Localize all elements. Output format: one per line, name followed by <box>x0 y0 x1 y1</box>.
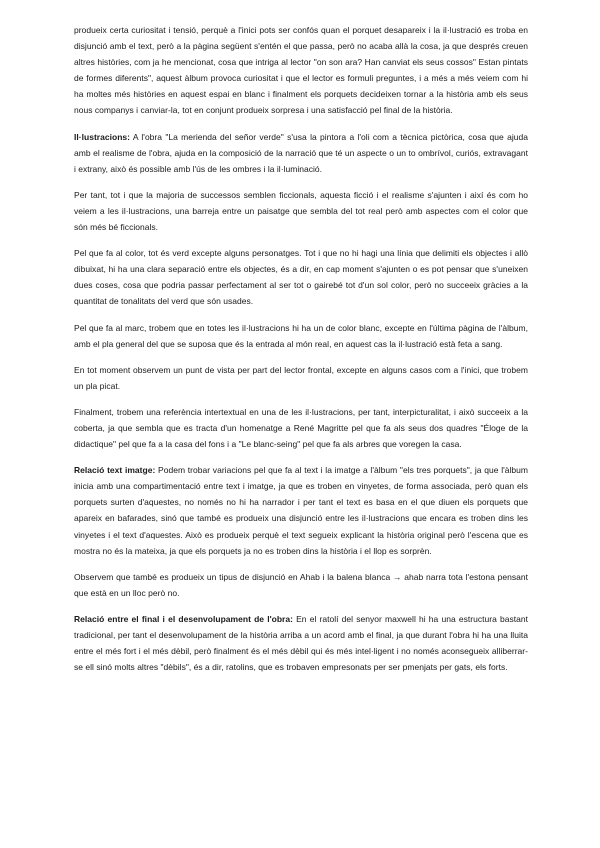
paragraph-punt-de-vista <box>74 362 528 394</box>
paragraph-relacio-final <box>74 611 528 675</box>
paragraph-color <box>74 245 528 309</box>
paragraph-intertextual <box>74 404 528 452</box>
paragraph-3 <box>74 187 528 235</box>
paragraph-text: produeix certa curiositat i tensió, perquè a l'inici pots ser confós quan el porquet desapareix i la il·lustració es troba en disjunció amb el text, però a la pàgina següent s'entén el que passa, però no acaba allà la cosa, ja que després creuen altres històries, com ja he mencionat, cosa que intriga al lector "on son ara? Han canviat els seus cossos" Estan pintats de formes diferents", aquest àlbum provoca curiositat i que el lector es formuli preguntes, i a més a més veiem com hi ha moltes més històries en aquest espai en blanc i finalment els porquets decideixen tornar a la història amb els seus nous companys i canviar-la, tot en conjunt produeix sorpresa i una satisfacció pel final de la història. <box>74 25 528 116</box>
paragraph-text: Observem que també es produeix un tipus de disjunció en Ahab i la balena blanca → ahab narra tota l'estona pensant que està en un lloc però no. <box>74 571 528 598</box>
paragraph-marc <box>74 320 528 352</box>
paragraph-text: Per tant, tot i que la majoria de successos semblen ficcionals, aquesta ficció i el realisme s'ajunten i així és com ho veiem a les il·lustracions, una barreja entre un paisatge que sembla del tot real però amb aspectes com el color que són més bé ficcionals. <box>74 189 528 233</box>
paragraph-ahab <box>74 569 528 601</box>
paragraph-relacio-text-imatge <box>74 462 528 559</box>
paragraph-text: Pel que fa al marc, trobem que en totes les il·lustracions hi ha un de color blanc, excepte en l'última pàgina de l'àlbum, amb el pla general del que se suposa que és la entrada al món real, en aquest cas la il·lustració està feta a sang. <box>74 322 528 349</box>
paragraph-text: Podem trobar variacions pel que fa al text i la imatge a l'àlbum "els tres porquets", ja que l'àlbum inicia amb una compartimentació entre text i imatge, ja que es troben en vinyetes, de forma associada, però quan els porquets surten d'aquestes, no només no hi ha narrador i per tant el text es basa en el que diuen els porquets que apareix en bafarades, sinó que també es produeix una disjunció entre les il·lustracions que encara es troben dins les vinyetes i el text d'aquestes. Això es produeix perquè el text segueix explicant la història original però l'escena que es mostra no és la mateixa, ja que els porquets ja no es troben dins la història i el llop es sorprèn. <box>74 465 528 556</box>
paragraph-illustracions <box>74 129 528 177</box>
section-heading-relacio-text-imatge: Relació text imatge: <box>74 465 156 476</box>
paragraph-1 <box>74 22 528 119</box>
paragraph-text: Finalment, trobem una referència intertextual en una de les il·lustracions, per tant, interpicturalitat, i això succeeix a la coberta, ja que sembla que es tracta d'un homenatge a René Magritte pel que fa als seus dos quadres "Éloge de la didactique" pel que fa a la casa del fons i a "Le blanc-seing" pel que fa als arbres que voregen la casa. <box>74 406 528 450</box>
paragraph-text: En tot moment observem un punt de vista per part del lector frontal, excepte en alguns casos com a l'inici, que trobem un pla picat. <box>74 364 528 391</box>
paragraph-text: Pel que fa al color, tot és verd excepte alguns personatges. Tot i que no hi hagi una línia que delimiti els objectes i allò dibuixat, hi ha una clara separació entre els objectes, és a dir, en cap moment s'ajunten o es pot pensar que s'uneixen dues coses, cosa que podria passar perfectament al ser tot o gairebé tot d'un sol color, però no succeeix gràcies a la quantitat de tonalitats del verd que són usades. <box>74 248 528 307</box>
section-heading-illustracions: Il·lustracions: <box>74 131 131 142</box>
paragraph-text: En el ratolí del senyor maxwell hi ha una estructura bastant tradicional, per tant el desenvolupament de la història arriba a un acord amb el final, ja que durant l'obra hi ha una lluita entre el més fort i el més dèbil, però finalment és el més dèbil qui és més intel·ligent i no només aconsegueix alliberrar-se ell sinó molts altres "dèbils", és a dir, ratolins, que es trobaven empresonats per ser pmenjats per gats, els forts. <box>74 613 528 673</box>
paragraph-text: A l'obra "La merienda del señor verde" s'usa la pintora a l'oli com a tècnica pictòrica, cosa que ajuda amb el realisme de l'obra, ajuda en la composició de la narració que té un aspecte o un to ombrívol, curiós, extravagant i extrany, això és possible amb l'ús de les ombres i la il·luminació. <box>74 131 528 174</box>
section-heading-relacio-final: Relació entre el final i el desenvolupament de l'obra: <box>74 613 293 624</box>
